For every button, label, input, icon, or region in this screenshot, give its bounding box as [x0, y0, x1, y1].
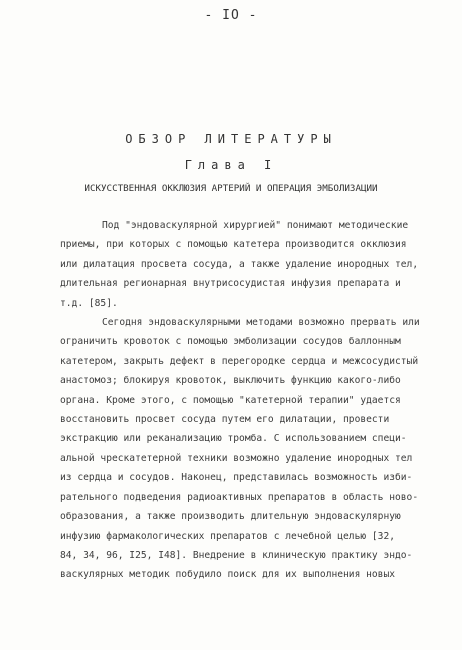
text-line: инфузию фармакологических препаратов с лечебной целью [32,	[60, 530, 396, 542]
page-number: - IO -	[204, 8, 258, 23]
text-line: ограничить кровоток с помощью эмболизации сосудов баллонным	[60, 336, 401, 348]
text-line: катетером, закрыть дефект в перегородке сердца и межсосудистый	[60, 355, 419, 367]
text-line: рательного подведения радиоактивных препаратов в область ново-	[60, 491, 419, 503]
text-line: длительная регионарная внутрисосудистая инфузия препарата и	[60, 278, 401, 290]
body-text	[60, 216, 420, 585]
text-line: т.д. [85].	[60, 297, 118, 309]
text-line: из сердца и сосудов. Наконец, представилась возможность изби-	[60, 472, 413, 484]
text-line: анастомоз; блокируя кровоток, выключить функцию какого-либо	[60, 375, 401, 387]
text-line: экстракцию или реканализацию тромба. С использованием специ-	[60, 433, 407, 445]
text-line: альной чрескатетерной техники возможно удаление инородных тел	[60, 452, 413, 464]
text-line: образования, а также производить длительную эндоваскулярную	[60, 511, 401, 523]
chapter-title: Глава I	[184, 158, 278, 172]
text-line: Под "эндоваскулярной хирургией" понимают методические	[102, 220, 409, 231]
text-line: или дилатация просвета сосуда, а также удаление инородных тел,	[60, 258, 419, 270]
text-line: органа. Кроме этого, с помощью "катетерной терапии" удается	[60, 394, 401, 406]
text-line: приемы, при которых с помощью катетера производится окклюзия	[60, 239, 407, 251]
text-line: васкулярных методик побудило поиск для их выполнения новых	[60, 569, 396, 581]
text-line: Сегодня эндоваскулярными методами возможно прервать или	[102, 317, 420, 329]
chapter-subtitle: ИСКУССТВЕННАЯ ОККЛЮЗИЯ АРТЕРИЙ И ОПЕРАЦИЯ ЭМБОЛИЗАЦИИ	[84, 183, 378, 194]
text-line: восстановить просвет сосуда путем его дилатации, провести	[60, 414, 390, 426]
text-line: 84, 34, 96, I25, I48]. Внедрение в клиническую практику эндо-	[60, 549, 413, 561]
section-title: ОБЗОР ЛИТЕРАТУРЫ	[125, 132, 337, 146]
